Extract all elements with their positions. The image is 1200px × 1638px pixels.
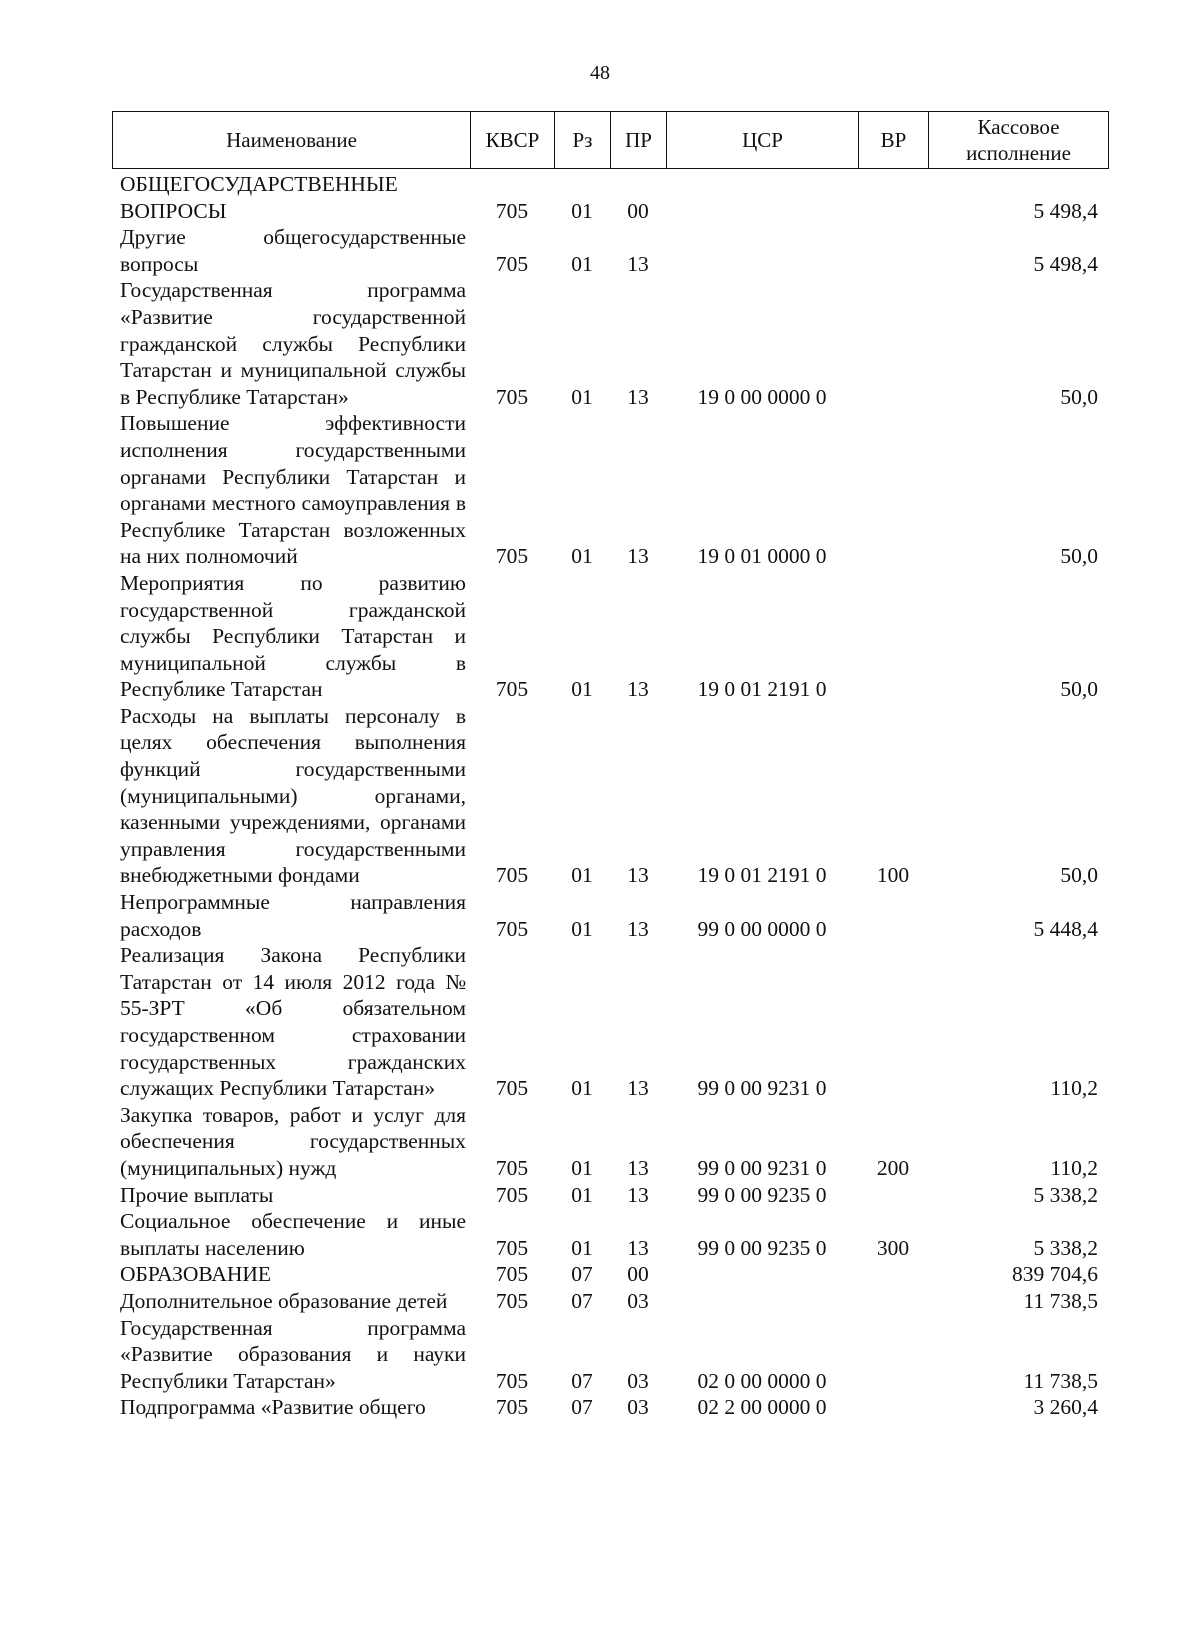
row-amount: 110,2 [1050,1076,1098,1101]
row-amount: 5 498,4 [1033,251,1098,276]
row-vr [858,277,928,410]
row-rz: 07 [571,1368,593,1393]
row-rz: 07 [571,1395,593,1420]
row-name: Подпрограмма «Развитие общего [120,1395,426,1420]
row-rz: 01 [571,1076,593,1101]
row-amount: 50,0 [1060,544,1098,569]
table-row [112,410,1108,570]
row-vr: 100 [876,863,910,888]
row-amount: 5 338,2 [1033,1235,1098,1260]
table-row [112,703,1108,889]
row-name: Прочие выплаты [120,1182,274,1207]
row-rz: 07 [571,1288,593,1313]
page-number: 48 [590,62,610,84]
row-name: Государственная программа «Развитие образования и науки Республики Татарстан» [120,1315,466,1393]
row-kvsr: 705 [495,916,529,941]
row-rz: 01 [571,916,593,941]
row-kvsr: 705 [495,1395,529,1420]
row-amount: 5 338,2 [1033,1182,1098,1207]
row-name: Государственная программа «Развитие государственной гражданской службы Республики Татарстан и муниципальной службы в Республике Татарстан» [120,278,466,409]
row-kvsr: 705 [495,1235,529,1260]
row-amount: 5 448,4 [1033,916,1098,941]
table-row [112,224,1108,277]
row-vr [858,171,928,224]
header-amount: Кассовое исполнение [929,112,1109,169]
row-rz: 01 [571,1235,593,1260]
row-pr: 13 [627,384,649,409]
row-vr: 200 [876,1155,910,1180]
row-pr: 13 [627,251,649,276]
row-name: Закупка товаров, работ и услуг для обеспечения государственных (муниципальных) нужд [120,1102,466,1180]
row-kvsr: 705 [495,677,529,702]
row-csr [666,171,858,224]
row-pr: 03 [627,1288,649,1313]
header-kvsr: КВСР [471,112,555,169]
row-kvsr: 705 [495,1368,529,1393]
row-name: Социальное обеспечение и иные выплаты населению [120,1209,466,1260]
row-pr: 03 [627,1395,649,1420]
row-amount: 50,0 [1060,863,1098,888]
row-kvsr: 705 [495,198,529,223]
table-row [112,277,1108,410]
header-name: Наименование [113,112,471,169]
row-amount: 5 498,4 [1033,198,1098,223]
row-csr: 99 0 00 9235 0 [697,1235,827,1260]
row-csr: 19 0 00 0000 0 [697,384,827,409]
row-amount: 11 738,5 [1023,1368,1098,1393]
table-row [112,1315,1108,1395]
table-row [112,1288,1108,1315]
row-kvsr: 705 [495,1155,529,1180]
row-pr: 13 [627,863,649,888]
row-vr [858,1288,928,1315]
row-csr: 99 0 00 9231 0 [697,1076,827,1101]
row-kvsr: 705 [495,1076,529,1101]
row-rz: 01 [571,1182,593,1207]
row-vr [858,1261,928,1288]
row-kvsr: 705 [495,544,529,569]
row-pr: 13 [627,1076,649,1101]
row-vr [858,224,928,277]
header-vr: ВР [859,112,929,169]
row-rz: 01 [571,384,593,409]
budget-table [112,171,1108,1421]
row-pr: 13 [627,1155,649,1180]
row-csr [666,1288,858,1315]
row-csr: 19 0 01 0000 0 [697,544,827,569]
row-kvsr: 705 [495,863,529,888]
row-rz: 01 [571,677,593,702]
row-kvsr: 705 [495,1288,529,1313]
header-csr: ЦСР [667,112,859,169]
row-csr [666,224,858,277]
row-pr: 13 [627,544,649,569]
row-csr [666,1261,858,1288]
table-row [112,1394,1108,1421]
row-amount: 50,0 [1060,384,1098,409]
table-row [112,889,1108,942]
row-rz: 07 [571,1262,593,1287]
row-rz: 01 [571,863,593,888]
row-pr: 00 [627,1262,649,1287]
row-vr [858,1182,928,1209]
table-row [112,1102,1108,1182]
row-name: Дополнительное образование детей [120,1288,448,1313]
row-rz: 01 [571,1155,593,1180]
row-kvsr: 705 [495,384,529,409]
row-vr: 300 [876,1235,910,1260]
row-amount: 110,2 [1050,1155,1098,1180]
table-row [112,1208,1108,1261]
row-name: Непрограммные направления расходов [120,890,466,941]
row-rz: 01 [571,251,593,276]
row-csr: 19 0 01 2191 0 [697,677,827,702]
row-vr [858,570,928,703]
row-amount: 11 738,5 [1023,1288,1098,1313]
table-row [112,570,1108,703]
row-pr: 03 [627,1368,649,1393]
table-row [112,171,1108,224]
row-name: Реализация Закона Республики Татарстан от 14 июля 2012 года № 55-ЗРТ «Об обязательном государственном страховании государственных гражданских служащих Республики Татарстан» [120,943,466,1101]
row-pr: 13 [627,677,649,702]
table-body [112,171,1108,1421]
row-amount: 50,0 [1060,677,1098,702]
row-name: Мероприятия по развитию государственной гражданской службы Республики Татарстан и муниципальной службы в Республике Татарстан [120,570,466,702]
header-rz: Рз [555,112,611,169]
row-pr: 00 [627,198,649,223]
table-header [112,111,1109,169]
row-name: Повышение эффективности исполнения государственными органами Республики Татарстан и органами местного самоуправления в Республике Татарстан возложенных на них полномочий [120,411,466,569]
row-csr: 02 0 00 0000 0 [697,1368,827,1393]
row-vr [858,410,928,570]
row-pr: 13 [627,1182,649,1207]
row-rz: 01 [571,198,593,223]
row-rz: 01 [571,544,593,569]
row-csr: 19 0 01 2191 0 [697,863,827,888]
row-kvsr: 705 [495,1262,529,1287]
row-vr [858,942,928,1102]
row-kvsr: 705 [495,1182,529,1207]
row-csr: 99 0 00 9235 0 [697,1182,827,1207]
row-name: ОБЩЕГОСУДАРСТВЕННЫЕ ВОПРОСЫ [120,172,398,223]
row-name: ОБРАЗОВАНИЕ [120,1262,272,1287]
row-name: Расходы на выплаты персоналу в целях обеспечения выполнения функций государственными (муниципальными) органами, казенными учреждениями, органами управления государственными внебюджетными фондами [120,703,466,888]
row-csr: 99 0 00 9231 0 [697,1155,827,1180]
row-name: Другие общегосударственные вопросы [120,225,466,276]
table-row [112,942,1108,1102]
row-amount: 3 260,4 [1033,1395,1098,1420]
row-csr: 99 0 00 0000 0 [697,916,827,941]
row-vr [858,889,928,942]
row-csr: 02 2 00 0000 0 [697,1395,827,1420]
header-pr: ПР [611,112,667,169]
row-vr [858,1394,928,1421]
table-row [112,1261,1108,1288]
row-vr [858,1315,928,1395]
row-pr: 13 [627,1235,649,1260]
row-kvsr: 705 [495,251,529,276]
row-amount: 839 704,6 [1012,1262,1098,1287]
row-pr: 13 [627,916,649,941]
table-row [112,1182,1108,1209]
